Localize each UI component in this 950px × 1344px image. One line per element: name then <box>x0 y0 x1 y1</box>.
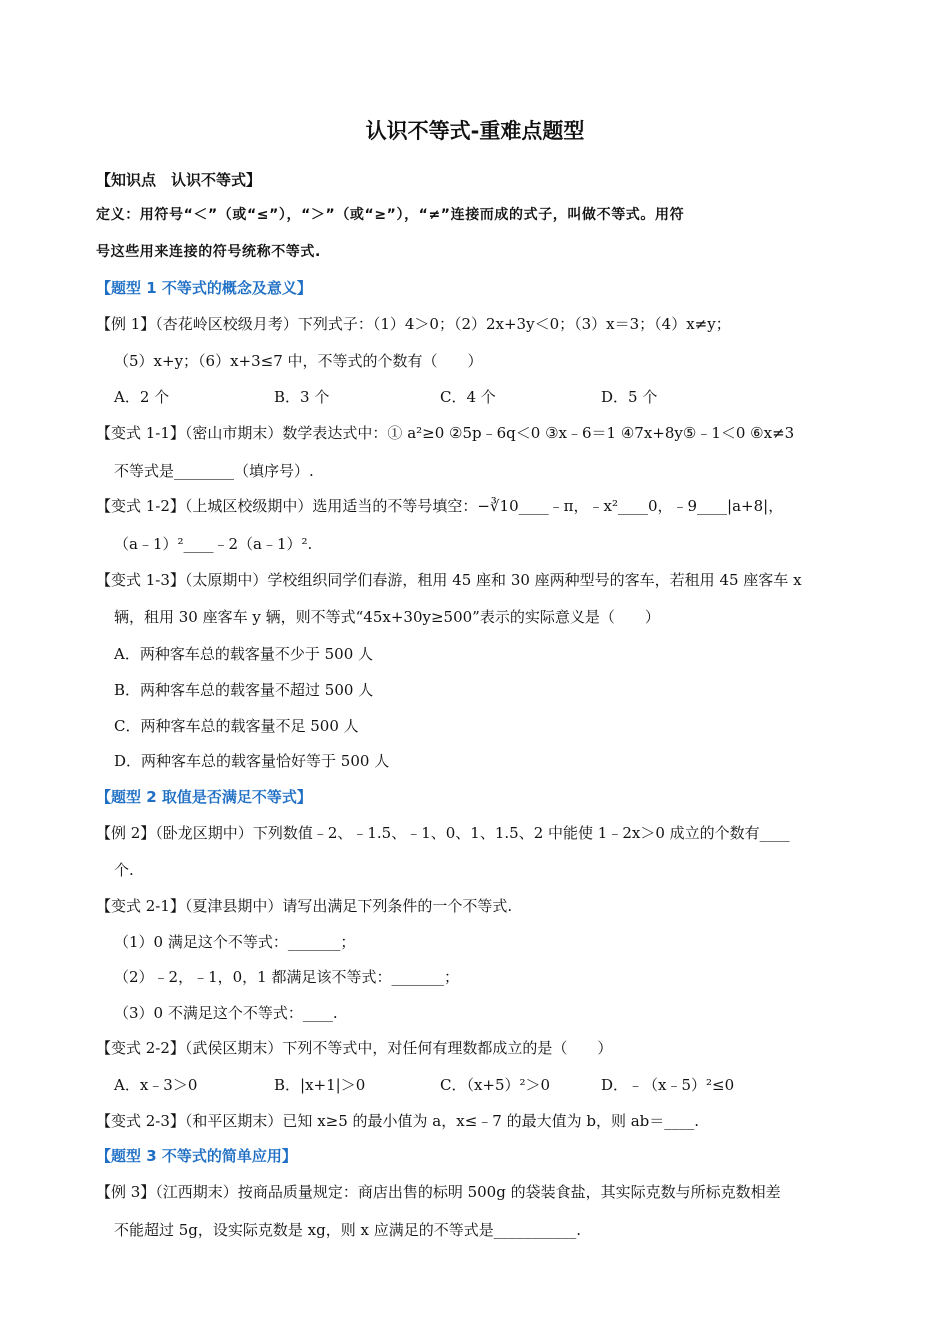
knowledge-header: 【知识点 认识不等式】 <box>96 171 262 189</box>
example-3-line-1: 【例 3】（江西期末）按商品质量规定：商店出售的标明 500g 的袋装食盐，其实际克数与所标克数相差 <box>96 1183 781 1201</box>
variant-1-3-line-1: 【变式 1-3】（太原期中）学校组织同学们春游，租用 45 座和 30 座两种型号的客车，若租用 45 座客车 x <box>96 571 802 589</box>
variant-1-2-line-2: （a﹣1）²____﹣2（a﹣1）². <box>114 535 313 553</box>
example-2-line-2: 个. <box>114 861 134 879</box>
variant-2-2-option-c: C．（x+5）²＞0 <box>440 1076 551 1094</box>
variant-2-2-line-1: 【变式 2-2】（武侯区期末）下列不等式中，对任何有理数都成立的是（ ） <box>96 1039 613 1057</box>
example-1-option-b: B．3 个 <box>274 388 330 406</box>
variant-2-2-option-d: D．﹣（x﹣5）²≤0 <box>601 1076 735 1094</box>
example-1-option-a: A．2 个 <box>114 388 170 406</box>
variant-1-3-option-b: B．两种客车总的载客量不超过 500 人 <box>114 681 374 699</box>
page-title: 认识不等式-重难点题型 <box>365 119 585 143</box>
variant-1-1-line-1: 【变式 1-1】（密山市期末）数学表达式中：① a²≥0 ②5p﹣6q＜0 ③x﹣6＝1 ④7x+8y⑤﹣1＜0 ⑥x≠3 <box>96 424 795 442</box>
example-1-line-1: 【例 1】（杏花岭区校级月考）下列式子：（1）4＞0；（2）2x+3y＜0；（3）x＝3；（4）x≠y； <box>96 315 731 333</box>
variant-2-3-line-1: 【变式 2-3】（和平区期末）已知 x≥5 的最小值为 a，x≤﹣7 的最大值为 b，则 ab＝____. <box>96 1112 700 1130</box>
variant-2-1-line-1: 【变式 2-1】（夏津县期中）请写出满足下列条件的一个不等式. <box>96 897 513 915</box>
definition-line-1: 定义：用符号“＜”（或“≤”），“＞”（或“≥”），“≠”连接而成的式子，叫做不等式。用符 <box>96 207 685 223</box>
variant-1-2-line-1: 【变式 1-2】（上城区校级期中）选用适当的不等号填空：−∛10____﹣π，﹣x²____0，﹣9____|a+8|， <box>96 497 784 515</box>
variant-2-2-option-b: B．|x+1|＞0 <box>274 1076 366 1094</box>
variant-1-3-option-d: D．两种客车总的载客量恰好等于 500 人 <box>114 752 390 770</box>
type-3-header: 【题型 3 不等式的简单应用】 <box>96 1147 297 1165</box>
example-2-line-1: 【例 2】（卧龙区期中）下列数值﹣2、﹣1.5、﹣1、0、1、1.5、2 中能使 1﹣2x＞0 成立的个数有____ <box>96 824 790 842</box>
variant-1-3-option-a: A．两种客车总的载客量不少于 500 人 <box>114 645 374 663</box>
variant-2-1-item-3: （3）0 不满足这个不等式：____. <box>114 1004 338 1022</box>
example-1-line-2: （5）x+y；（6）x+3≤7 中，不等式的个数有（ ） <box>114 352 483 370</box>
definition-line-2: 号这些用来连接的符号统称不等式. <box>96 244 321 260</box>
variant-2-1-item-1: （1）0 满足这个不等式：_______； <box>114 933 356 951</box>
variant-1-3-line-2: 辆，租用 30 座客车 y 辆，则不等式“45x+30y≥500”表示的实际意义是（ ） <box>114 608 660 626</box>
variant-2-1-item-2: （2）﹣2，﹣1，0，1 都满足该不等式：_______； <box>114 968 459 986</box>
variant-1-3-option-c: C．两种客车总的载客量不足 500 人 <box>114 717 359 735</box>
example-1-option-c: C．4 个 <box>440 388 496 406</box>
type-1-header: 【题型 1 不等式的概念及意义】 <box>96 279 312 297</box>
variant-1-1-line-2: 不等式是________（填序号）. <box>114 462 314 480</box>
example-3-line-2: 不能超过 5g，设实际克数是 xg，则 x 应满足的不等式是___________. <box>114 1221 582 1239</box>
example-1-option-d: D．5 个 <box>601 388 658 406</box>
type-2-header: 【题型 2 取值是否满足不等式】 <box>96 788 312 806</box>
variant-2-2-option-a: A．x﹣3＞0 <box>114 1076 198 1094</box>
